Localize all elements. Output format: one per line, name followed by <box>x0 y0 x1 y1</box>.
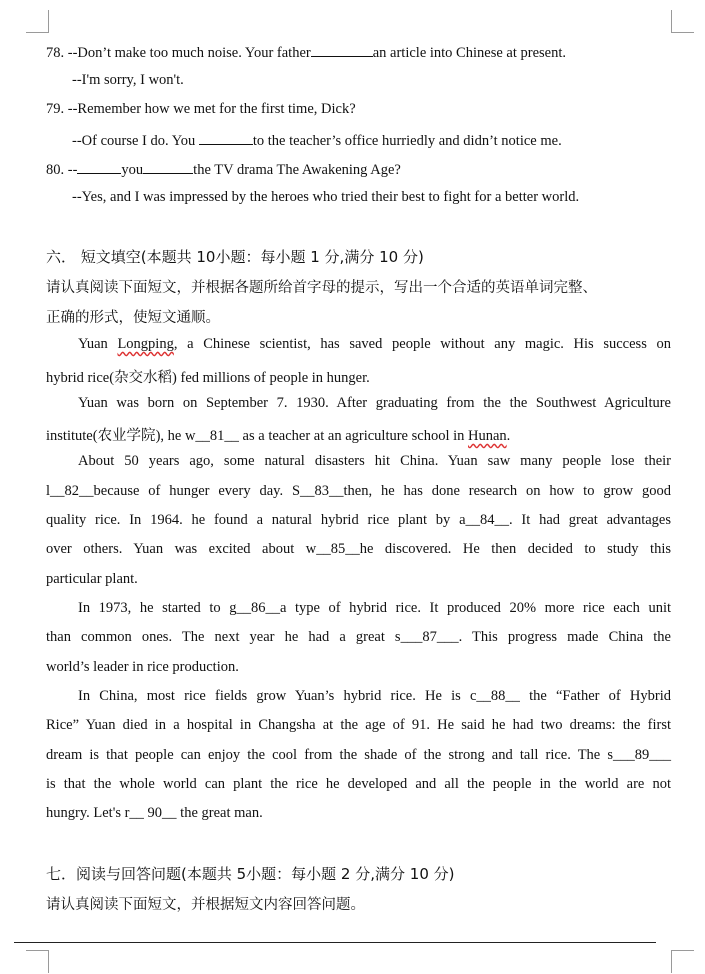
answer-blank <box>311 43 373 57</box>
passage-text: Longping <box>117 336 174 352</box>
passage-line: quality rice. In 1964. he found a natural hybrid rice plant by a__84__. It had great advantages <box>46 512 671 528</box>
answer-blank <box>77 160 121 174</box>
corner-mark-bottom-left <box>26 950 49 973</box>
passage-text: ), he w__81__ as a teacher at an agriculture school in <box>155 428 468 444</box>
passage-line: hungry. Let's r__ 90__ the great man. <box>46 805 263 821</box>
section-6-instruction: 正确的形式，使短文通顺。 <box>46 310 220 326</box>
passage-text: Hunan <box>468 428 507 444</box>
passage-text: , a Chinese scientist, has saved people without any magic. His success on <box>173 336 671 352</box>
question-text: --Don’t make too much noise. Your father <box>67 45 311 61</box>
passage-text: ) fed millions of people in hunger. <box>172 370 370 386</box>
answer-blank <box>143 160 193 174</box>
question-number: 80. <box>46 162 65 178</box>
passage-text: 杂交水稻 <box>114 370 173 386</box>
passage-line: In 1973, he started to g__86__a type of hybrid rice. It produced 20% more rice each unit <box>78 600 671 616</box>
question-text: an article into Chinese at present. <box>372 45 566 61</box>
question-78 <box>46 43 566 62</box>
section-7-instruction: 请认真阅读下面短文，并根据短文内容回答问题。 <box>46 897 365 913</box>
question-number: 78. <box>46 45 65 61</box>
passage-text: institute( <box>46 428 98 444</box>
passage-line: dream is that people can enjoy the cool from the shade of the strong and tall rice. The s___89___ <box>46 747 671 763</box>
passage-line: Rice” Yuan died in a hospital in Changsha at the age of 91. He said he had two dreams: the first <box>46 717 671 733</box>
answer-79 <box>72 131 562 150</box>
passage-line: In China, most rice fields grow Yuan’s hybrid rice. He is c__88__ the “Father of Hybrid <box>78 688 671 704</box>
question-text: --Remember how we met for the first time, Dick? <box>67 101 356 117</box>
passage-line: is that the whole world can plant the rice he developed and all the people in the world are not <box>46 776 671 792</box>
passage-text: hybrid rice( <box>46 370 115 386</box>
passage-line: About 50 years ago, some natural disasters hit China. Yuan saw many people lose their <box>78 453 671 469</box>
passage-line: over others. Yuan was excited about w__85__he discovered. He then decided to study this <box>46 541 671 557</box>
passage-line: than common ones. The next year he had a great s___87___. This progress made China the <box>46 629 671 645</box>
answer-78: --I'm sorry, I won't. <box>72 72 184 88</box>
section-6-instruction: 请认真阅读下面短文，并根据各题所给首字母的提示，写出一个合适的英语单词完整、 <box>46 280 597 296</box>
section-7-heading: 七．阅读与回答问题(本题共 5小题：每小题 2 分,满分 10 分) <box>46 865 455 883</box>
answer-text: --Of course I do. You <box>72 133 199 149</box>
question-text: -- <box>67 162 78 178</box>
question-text: you <box>121 162 144 178</box>
passage-line: Yuan was born on September 7. 1930. After graduating from the the Southwest Agriculture <box>78 395 671 411</box>
passage-line <box>46 424 510 445</box>
footer-rule <box>14 942 656 943</box>
passage-text: Yuan <box>78 336 118 352</box>
corner-mark-bottom-right <box>671 950 694 973</box>
question-79 <box>46 101 356 118</box>
question-80 <box>46 160 401 179</box>
passage-text: 农业学院 <box>97 428 156 444</box>
question-number: 79. <box>46 101 65 117</box>
answer-text: to the teacher’s office hurriedly and didn’t notice me. <box>252 133 562 149</box>
answer-blank <box>199 131 253 145</box>
passage-text: . <box>506 428 511 444</box>
section-6-heading: 六． 短文填空(本题共 10小题：每小题 1 分,满分 10 分) <box>46 248 424 266</box>
passage-line: world’s leader in rice production. <box>46 659 239 675</box>
question-text: the TV drama The Awakening Age? <box>193 162 401 178</box>
passage-line: l__82__because of hunger every day. S__83__then, he has done research on how to grow good <box>46 483 671 499</box>
corner-mark-top-right <box>671 10 694 33</box>
passage-line <box>46 366 370 387</box>
answer-80: --Yes, and I was impressed by the heroes who tried their best to fight for a better world. <box>72 189 580 205</box>
corner-mark-top-left <box>26 10 49 33</box>
passage-line <box>78 336 671 353</box>
passage-line: particular plant. <box>46 571 138 587</box>
